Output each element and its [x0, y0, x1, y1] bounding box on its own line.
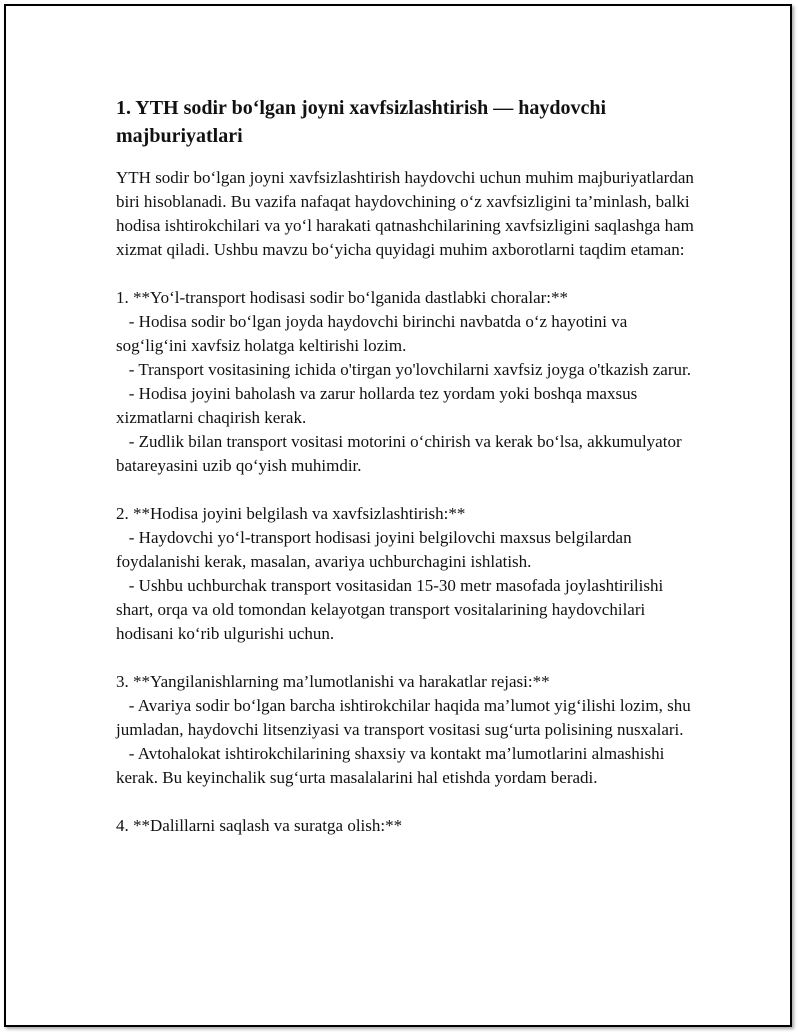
document-body: YTH sodir bo‘lgan joyni xavfsizlashtirish haydovchi uchun muhim majburiyatlardan biri hisoblanadi. Bu vazifa nafaqat haydovchining o‘z xavfsizligini ta’minlash, balki hodisa ishtirokchilari va yo‘l harakati qatnashchilarining xavfsizligini saqlashga ham xizmat qiladi. Ushbu mavzu bo‘yicha quyidagi muhim axborotlarni taqdim etaman: 1. **Yo‘l-transport hodisasi sodir bo‘lganida dastlabki choralar:** - Hodisa sodir bo‘lgan joyda haydovchi birinchi navbatda o‘z hayotini va sog‘lig‘ini xavfsiz holatga keltirishi lozim. - Transport vositasining ichida o'tirgan yo'lovchilarni xavfsiz joyga o'tkazish zarur. - Hodisa joyini baholash va zarur hollarda tez yordam yoki boshqa maxsus xizmatlarni chaqirish kerak. - Zudlik bilan transport vositasi motorini o‘chirish va kerak bo‘lsa, akkumulyator batareyasini uzib qo‘yish muhimdir. 2. **Hodisa joyini belgilash va xavfsizlashtirish:** - Haydovchi yo‘l-transport hodisasi joyini belgilovchi maxsus belgilardan foydalanishi kerak, masalan, avariya uchburchagini ishlatish. - Ushbu uchburchak transport vositasidan 15-30 metr masofada joylashtirilishi shart, orqa va old tomondan kelayotgan transport vositalarining haydovchilari hodisani ko‘rib ulgurishi uchun. 3. **Yangilanishlarning ma’lumotlanishi va harakatlar rejasi:** - Avariya sodir bo‘lgan barcha ishtirokchilar haqida ma’lumot yig‘ilishi lozim, shu jumladan, haydovchi litsenziyasi va transport vositasi sug‘urta polisining nusxalari. - Avtohalokat ishtirokchilarining shaxsiy va kontakt ma’lumotlarini almashishi kerak. Bu keyinchalik sug‘urta masalalarini hal etishda yordam beradi. 4. **Dalillarni saqlash va suratga olish:**	[116, 168, 694, 835]
document-content	[116, 94, 701, 838]
document-title: 1. YTH sodir bo‘lgan joyni xavfsizlashtirish — haydovchi majburiyatlari	[116, 97, 607, 147]
